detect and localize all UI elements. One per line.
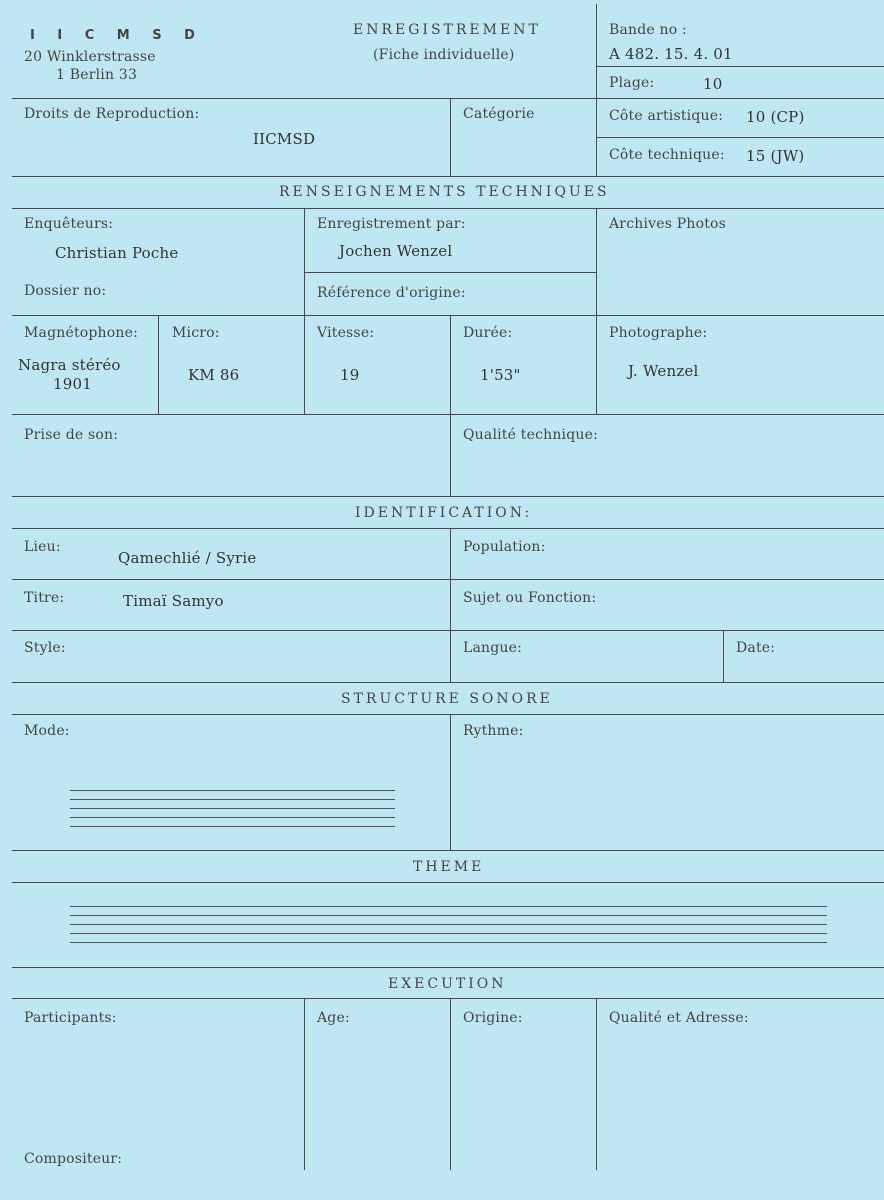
- vrule-origine-left: [450, 998, 451, 1170]
- section-title-structure: STRUCTURE SONORE: [341, 691, 553, 707]
- lieu-value: Qamechlié / Syrie: [118, 549, 257, 567]
- micro-label: Micro:: [172, 325, 220, 341]
- mode-staff-line: [70, 790, 395, 791]
- rule-ident-title-bottom: [12, 528, 884, 529]
- rule-enregistrement-mid: [304, 272, 596, 273]
- population-label: Population:: [463, 539, 546, 555]
- prise-de-son-label: Prise de son:: [24, 427, 119, 443]
- magnetophone-label: Magnétophone:: [24, 325, 139, 341]
- participants-label: Participants:: [24, 1010, 117, 1026]
- cote-artistique-value: 10 (CP): [746, 108, 805, 126]
- rule-tech-title-bottom: [12, 208, 884, 209]
- theme-staff-line: [70, 924, 827, 925]
- form-subtitle: (Fiche individuelle): [373, 47, 515, 63]
- theme-staff-line: [70, 915, 827, 916]
- enregistrement-par-label: Enregistrement par:: [317, 216, 466, 232]
- rule-dossier-bottom: [12, 315, 884, 316]
- vrule-ident-mid: [450, 528, 451, 682]
- cote-artistique-label: Côte artistique:: [609, 108, 724, 124]
- theme-staff-line: [70, 906, 827, 907]
- compositeur-label: Compositeur:: [24, 1151, 123, 1167]
- theme-staff-line: [70, 942, 827, 943]
- form-title: ENREGISTREMENT: [353, 22, 541, 38]
- style-label: Style:: [24, 640, 66, 656]
- qualite-technique-label: Qualité technique:: [463, 427, 599, 443]
- reference-label: Référence d'origine:: [317, 285, 466, 301]
- date-label: Date:: [736, 640, 776, 656]
- rule-plage-top: [596, 66, 884, 67]
- rule-structure-title-bottom: [12, 714, 884, 715]
- micro-value: KM 86: [188, 366, 240, 384]
- enqueteurs-value: Christian Poche: [55, 244, 179, 262]
- org-address-line2: 1 Berlin 33: [56, 67, 138, 83]
- rule-theme-title-bottom: [12, 882, 884, 883]
- rule-equipment-bottom: [12, 414, 884, 415]
- magnetophone-value-line2: 1901: [53, 375, 92, 393]
- duree-label: Durée:: [463, 325, 513, 341]
- archives-photos-label: Archives Photos: [609, 216, 727, 232]
- rule-titre-bottom: [12, 630, 884, 631]
- vrule-header-right: [596, 4, 597, 176]
- enregistrement-par-value: Jochen Wenzel: [339, 242, 453, 260]
- rule-mode-bottom: [12, 850, 884, 851]
- section-title-technical: RENSEIGNEMENTS TECHNIQUES: [279, 184, 610, 200]
- droits-label: Droits de Reproduction:: [24, 106, 200, 122]
- rule-header-bottom: [12, 98, 884, 99]
- cote-technique-value: 15 (JW): [746, 147, 805, 165]
- vrule-tech-archives: [596, 208, 597, 414]
- bande-label: Bande no :: [609, 22, 687, 38]
- vrule-categorie-left: [450, 98, 451, 176]
- mode-staff-line: [70, 817, 395, 818]
- bande-value: A 482. 15. 4. 01: [609, 45, 733, 63]
- plage-value: 10: [703, 75, 723, 93]
- org-name: I I C M S D: [30, 28, 204, 43]
- langue-label: Langue:: [463, 640, 523, 656]
- duree-value: 1'53": [480, 366, 521, 384]
- section-title-theme: THEME: [413, 859, 485, 875]
- magnetophone-value-line1: Nagra stéréo: [18, 356, 121, 374]
- rule-lieu-bottom: [12, 579, 884, 580]
- org-address-line1: 20 Winklerstrasse: [24, 49, 156, 65]
- rule-style-bottom: [12, 682, 884, 683]
- theme-staff-line: [70, 933, 827, 934]
- categorie-label: Catégorie: [463, 106, 535, 122]
- titre-value: Timaï Samyo: [123, 592, 224, 610]
- rule-prise-bottom: [12, 496, 884, 497]
- cote-technique-label: Côte technique:: [609, 147, 725, 163]
- vrule-tech-a: [304, 208, 305, 414]
- dossier-label: Dossier no:: [24, 283, 107, 299]
- vrule-date-left: [723, 630, 724, 682]
- mode-label: Mode:: [24, 723, 70, 739]
- vrule-age-left: [304, 998, 305, 1170]
- vrule-rythme-left: [450, 714, 451, 850]
- origine-label: Origine:: [463, 1010, 523, 1026]
- rule-cote-mid: [596, 137, 884, 138]
- vrule-qualite-adresse-left: [596, 998, 597, 1170]
- mode-staff-line: [70, 808, 395, 809]
- enqueteurs-label: Enquêteurs:: [24, 216, 114, 232]
- qualite-adresse-label: Qualité et Adresse:: [609, 1010, 749, 1026]
- droits-value: IICMSD: [253, 130, 316, 148]
- section-title-execution: EXECUTION: [388, 976, 507, 992]
- rythme-label: Rythme:: [463, 723, 524, 739]
- mode-staff-line: [70, 799, 395, 800]
- vitesse-value: 19: [340, 366, 360, 384]
- section-title-identification: IDENTIFICATION:: [355, 505, 533, 521]
- vitesse-label: Vitesse:: [317, 325, 375, 341]
- age-label: Age:: [317, 1010, 350, 1026]
- rule-exec-title-bottom: [12, 998, 884, 999]
- mode-staff-line: [70, 826, 395, 827]
- rule-theme-bottom: [12, 967, 884, 968]
- vrule-qualite-left: [450, 414, 451, 496]
- plage-label: Plage:: [609, 75, 655, 91]
- photographe-value: J. Wenzel: [628, 362, 699, 380]
- vrule-duree-left: [450, 315, 451, 414]
- sujet-fonction-label: Sujet ou Fonction:: [463, 590, 597, 606]
- vrule-micro-left: [158, 315, 159, 414]
- titre-label: Titre:: [24, 590, 65, 606]
- lieu-label: Lieu:: [24, 539, 61, 555]
- photographe-label: Photographe:: [609, 325, 708, 341]
- rule-rights-bottom: [12, 176, 884, 177]
